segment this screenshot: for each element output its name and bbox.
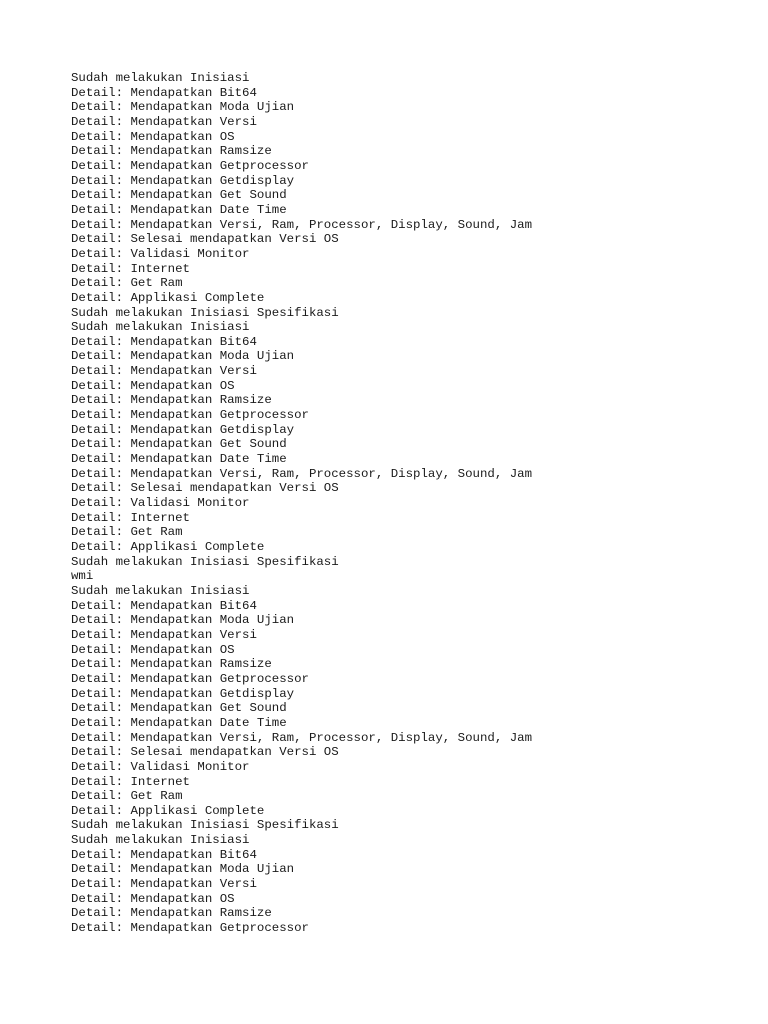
log-line: Detail: Selesai mendapatkan Versi OS (71, 745, 339, 760)
log-line: Detail: Mendapatkan Get Sound (71, 188, 287, 203)
log-line: Detail: Mendapatkan Moda Ujian (71, 862, 295, 877)
log-line: Detail: Mendapatkan Date Time (71, 715, 287, 730)
log-line: Detail: Selesai mendapatkan Versi OS (71, 232, 339, 247)
log-line: Sudah melakukan Inisiasi Spesifikasi (71, 554, 339, 569)
log-line: Sudah melakukan Inisiasi (71, 320, 250, 335)
log-line: Detail: Validasi Monitor (71, 759, 250, 774)
log-line: Detail: Internet (71, 261, 190, 276)
log-line: Detail: Mendapatkan OS (71, 378, 235, 393)
log-line: Detail: Validasi Monitor (71, 246, 250, 261)
log-line: wmi (71, 569, 94, 584)
log-line: Detail: Mendapatkan Getprocessor (71, 408, 309, 423)
log-line: Detail: Selesai mendapatkan Versi OS (71, 481, 339, 496)
log-line: Detail: Mendapatkan Getdisplay (71, 173, 295, 188)
log-line: Detail: Mendapatkan Versi (71, 877, 257, 892)
log-line: Detail: Mendapatkan Versi (71, 114, 257, 129)
log-line: Sudah melakukan Inisiasi (71, 833, 250, 848)
log-line: Detail: Mendapatkan Ramsize (71, 144, 272, 159)
log-line: Detail: Mendapatkan Versi (71, 364, 257, 379)
log-line: Detail: Internet (71, 510, 190, 525)
log-line: Detail: Mendapatkan Versi, Ram, Processor, Display, Sound, Jam (71, 466, 533, 481)
log-line: Detail: Mendapatkan Get Sound (71, 437, 287, 452)
log-line: Detail: Mendapatkan Versi (71, 627, 257, 642)
log-line: Detail: Mendapatkan OS (71, 642, 235, 657)
log-line: Detail: Mendapatkan OS (71, 891, 235, 906)
log-line: Detail: Applikasi Complete (71, 540, 265, 554)
log-line: Detail: Mendapatkan Ramsize (71, 657, 272, 672)
log-text-block (71, 71, 751, 936)
log-line: Detail: Validasi Monitor (71, 496, 250, 511)
log-line: Detail: Mendapatkan Moda Ujian (71, 100, 295, 115)
log-line: Detail: Mendapatkan Get Sound (71, 701, 287, 716)
log-line: Detail: Mendapatkan OS (71, 129, 235, 144)
log-line: Detail: Applikasi Complete (71, 290, 265, 305)
log-line: Detail: Mendapatkan Bit64 (71, 334, 257, 349)
log-line: Detail: Mendapatkan Moda Ujian (71, 349, 295, 364)
log-line: Detail: Mendapatkan Bit64 (71, 847, 257, 862)
log-line: Detail: Applikasi Complete (71, 803, 265, 818)
log-line: Sudah melakukan Inisiasi (71, 71, 250, 85)
log-line: Detail: Mendapatkan Versi, Ram, Processor, Display, Sound, Jam (71, 217, 533, 232)
log-line: Sudah melakukan Inisiasi Spesifikasi (71, 818, 339, 833)
log-line: Detail: Mendapatkan Moda Ujian (71, 613, 295, 628)
log-line: Detail: Mendapatkan Versi, Ram, Processor, Display, Sound, Jam (71, 730, 533, 745)
log-line: Detail: Mendapatkan Bit64 (71, 85, 257, 100)
log-line: Detail: Mendapatkan Bit64 (71, 598, 257, 613)
log-line: Sudah melakukan Inisiasi Spesifikasi (71, 305, 339, 320)
log-line: Detail: Mendapatkan Date Time (71, 452, 287, 467)
log-line: Detail: Get Ram (71, 789, 183, 804)
log-line: Detail: Get Ram (71, 525, 183, 540)
log-line: Sudah melakukan Inisiasi (71, 583, 250, 598)
log-line: Detail: Mendapatkan Getprocessor (71, 921, 309, 936)
log-line: Detail: Mendapatkan Getdisplay (71, 686, 295, 701)
log-line: Detail: Mendapatkan Getprocessor (71, 671, 309, 686)
log-line: Detail: Mendapatkan Date Time (71, 202, 287, 217)
log-line: Detail: Mendapatkan Getdisplay (71, 422, 295, 437)
log-line: Detail: Get Ram (71, 276, 183, 291)
log-line: Detail: Mendapatkan Ramsize (71, 906, 272, 921)
log-line: Detail: Internet (71, 774, 190, 789)
log-line: Detail: Mendapatkan Ramsize (71, 393, 272, 408)
log-line: Detail: Mendapatkan Getprocessor (71, 158, 309, 173)
